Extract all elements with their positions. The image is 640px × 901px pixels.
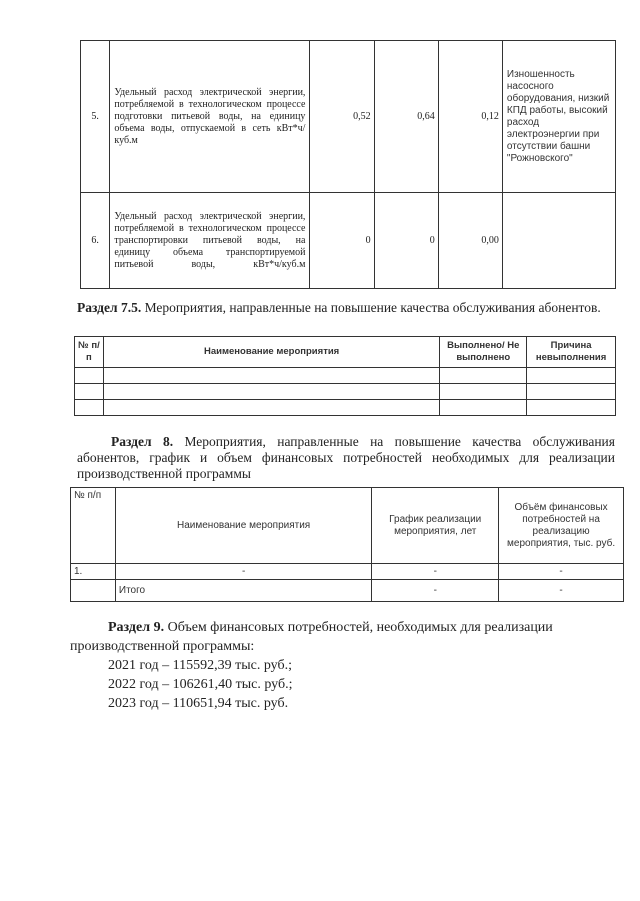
section-label: Раздел 7.5.: [77, 300, 142, 315]
header-num: № п/п: [71, 488, 116, 564]
finance-line-2022: 2022 год – 106261,40 тыс. руб.;: [108, 677, 293, 692]
indicator-name: Удельный расход электрической энергии, потребляемой в технологическом процессе транспортировки питьевой воды, на единицу объема транспортируемой питьевой воды, кВт*ч/куб.м: [110, 193, 310, 289]
header-name: Наименование мероприятия: [103, 337, 440, 368]
measure-name: -: [115, 564, 371, 580]
section-label: Раздел 9.: [108, 620, 165, 635]
total-label: Итого: [115, 580, 371, 602]
value-cell: 0,64: [374, 41, 438, 193]
section-text: Мероприятия, направленные на повышение качества обслуживания абонентов, график и объем финансовых потребностей необходимых для реализации производственной программы: [77, 434, 615, 481]
table-row: [75, 384, 616, 400]
finance-line-2021: 2021 год – 115592,39 тыс. руб.;: [108, 658, 292, 673]
section-label: Раздел 8.: [111, 434, 174, 449]
header-schedule: График реализации мероприятия, лет: [372, 488, 499, 564]
row-number: 5.: [81, 41, 110, 193]
value-cell: 0: [310, 193, 374, 289]
section-7-5-heading: [77, 300, 615, 316]
header-num: № п/п: [75, 337, 104, 368]
financial-needs-table: [70, 487, 624, 602]
deviation-reason: [502, 193, 615, 289]
value-cell: 0,52: [310, 41, 374, 193]
deviation-reason: Изношенность насосного оборудования, низкий КПД работы, высокий расход электроэнергии при отсутствии башни "Рожновского": [502, 41, 615, 193]
section-8-heading: [77, 434, 615, 482]
service-quality-table: [74, 336, 616, 416]
header-reason: Причина невыполнения: [527, 337, 616, 368]
table-row: [81, 193, 616, 289]
finance-line-2023: 2023 год – 110651,94 тыс. руб.: [108, 696, 289, 711]
value-cell: 0,00: [438, 193, 502, 289]
header-name: Наименование мероприятия: [115, 488, 371, 564]
section-text: Объем финансовых потребностей, необходимых для реализации производственной программы:: [70, 620, 553, 654]
schedule-cell: -: [372, 580, 499, 602]
value-cell: 0,12: [438, 41, 502, 193]
table-row: [71, 580, 624, 602]
indicators-table: [80, 40, 616, 289]
section-9-heading: [70, 618, 618, 656]
row-number: 1.: [71, 564, 116, 580]
header-done: Выполнено/ Не выполнено: [440, 337, 527, 368]
schedule-cell: -: [372, 564, 499, 580]
table-header-row: [75, 337, 616, 368]
value-cell: 0: [374, 193, 438, 289]
header-volume: Объём финансовых потребностей на реализацию мероприятия, тыс. руб.: [499, 488, 624, 564]
volume-cell: -: [499, 580, 624, 602]
row-number: 6.: [81, 193, 110, 289]
section-text: Мероприятия, направленные на повышение качества обслуживания абонентов.: [144, 300, 601, 315]
table-row: [75, 368, 616, 384]
indicator-name: Удельный расход электрической энергии, потребляемой в технологическом процессе подготовки питьевой воды, на единицу объема воды, отпускаемой в сеть кВт*ч/куб.м: [110, 41, 310, 193]
table-row: [75, 400, 616, 416]
table-header-row: [71, 488, 624, 564]
row-number: [71, 580, 116, 602]
volume-cell: -: [499, 564, 624, 580]
table-row: [71, 564, 624, 580]
table-row: [81, 41, 616, 193]
